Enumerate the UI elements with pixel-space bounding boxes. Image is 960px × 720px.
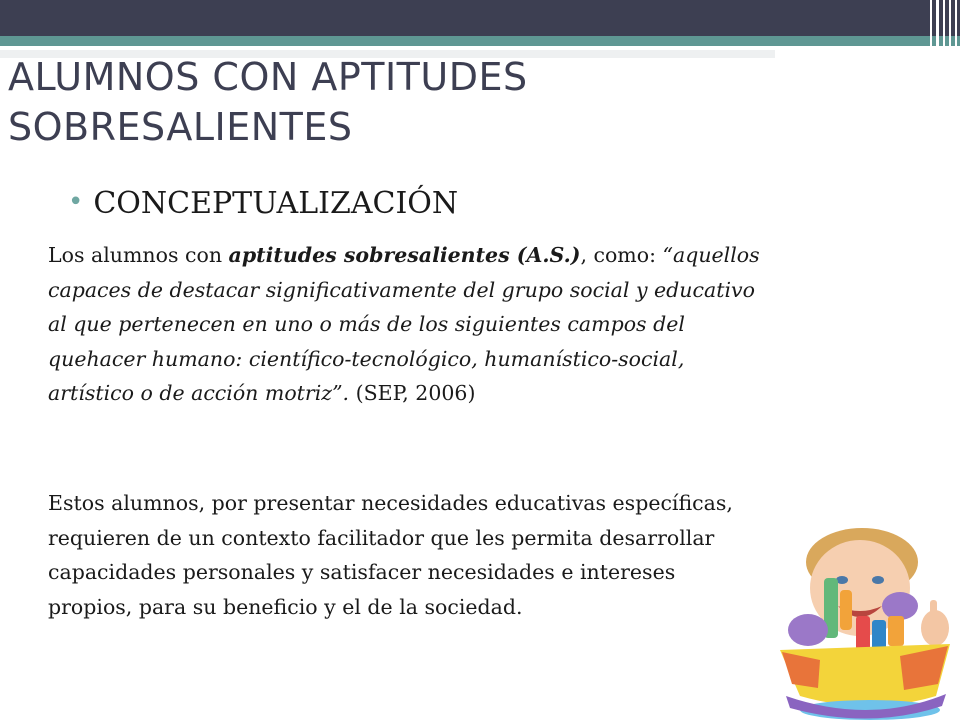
definition-term: aptitudes sobresalientes (A.S.) <box>228 243 581 267</box>
definition-citation: (SEP, 2006) <box>349 381 476 405</box>
needs-paragraph: Estos alumnos, por presentar necesidades educativas específicas, requieren de un contexto facilitador que les permita desarrollar capacidades personales y satisfacer necesidades e intereses propios, para su beneficio y el de la sociedad. <box>48 491 733 619</box>
definition-connector: , como: <box>580 243 663 267</box>
header-stripes <box>926 0 960 64</box>
header-dark-bar <box>0 0 960 36</box>
bullet-item <box>68 186 458 221</box>
definition-lead: Los alumnos con <box>48 243 229 267</box>
header-teal-bar <box>0 36 960 46</box>
definition-quote: “aquellos capaces de destacar significativamente del grupo social y educativo al que pertenecen en uno o más de los siguientes campos del quehacer humano: científico-tecnológico, humanístico-social, artístico o de acción motriz”. <box>48 243 760 405</box>
bullet-dot-icon: • <box>68 187 84 217</box>
header-white-line <box>0 46 570 49</box>
bullet-label: CONCEPTUALIZACIÓN <box>93 186 459 221</box>
definition-paragraph <box>48 238 763 411</box>
slide-title: ALUMNOS CON APTITUDES SOBRESALIENTES <box>8 55 528 149</box>
child-with-toy-ark-photo <box>760 520 960 720</box>
